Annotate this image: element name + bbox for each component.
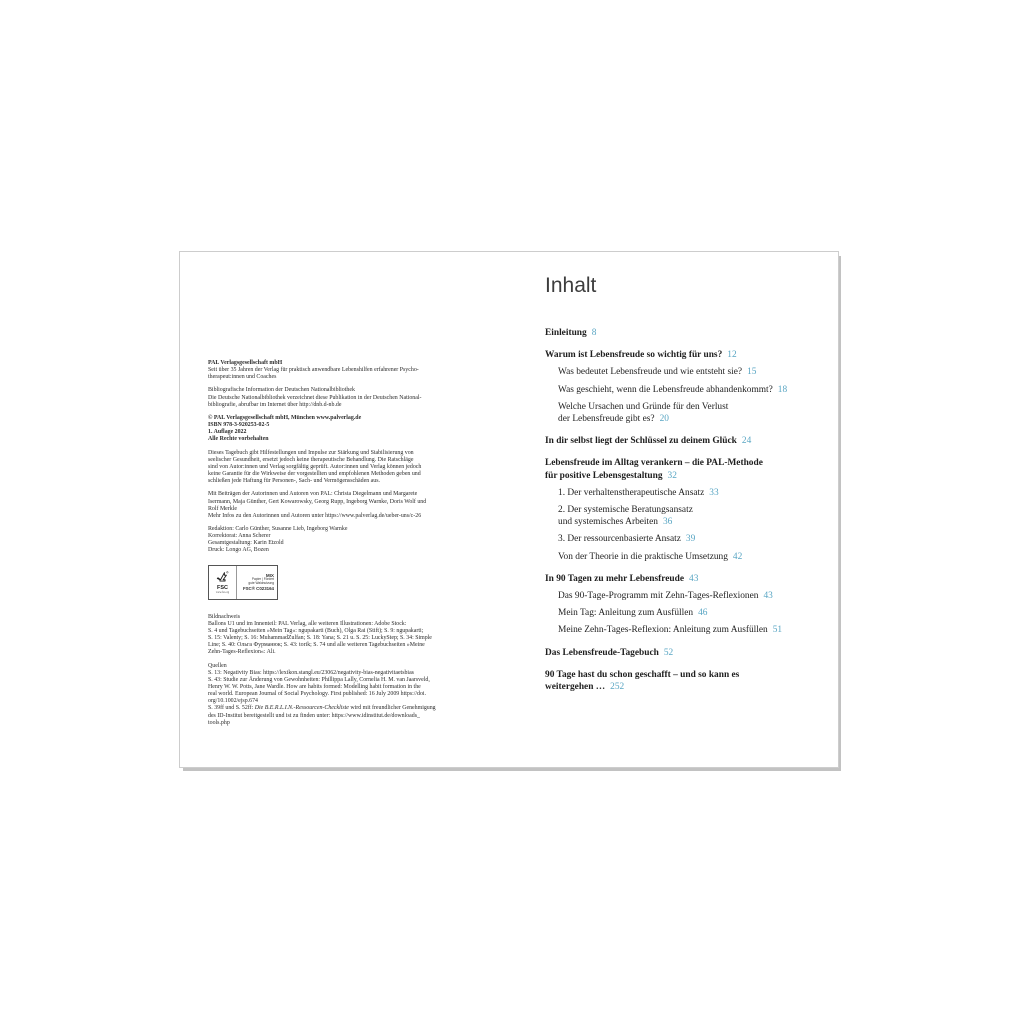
imprint-paragraph — [208, 415, 480, 444]
toc-entry — [545, 573, 811, 585]
toc-page-number: 20 — [659, 414, 669, 425]
toc-entry — [545, 384, 811, 396]
toc-entry — [545, 647, 811, 659]
toc-page-number: 43 — [689, 573, 699, 584]
imprint-paragraph — [208, 491, 480, 520]
toc-entry-label: In dir selbst liegt der Schlüssel zu deinem Glück — [545, 436, 737, 447]
toc-entry-label: Einleitung — [545, 328, 587, 338]
imprint-paragraph — [208, 614, 480, 657]
toc-entry — [545, 590, 811, 602]
imprint-text-segment: schließen jede Haftung für Personen-, Sach- und Vermögensschäden aus. — [208, 478, 380, 485]
toc-page-number: 52 — [663, 647, 674, 658]
toc-entry-label: und systemisches Arbeiten — [558, 517, 658, 528]
toc-page-number: 33 — [709, 487, 719, 498]
imprint-text-segment: Dieses Tagebuch gibt Hilfestellungen und Impulse zur Stärkung und Stabilisierung von — [208, 449, 414, 456]
toc-entry — [545, 401, 811, 425]
toc-page-number: 42 — [732, 551, 743, 562]
fsc-license-code: FSC® C023164 — [242, 585, 274, 591]
toc-entry — [545, 327, 811, 339]
imprint-paragraph — [208, 360, 480, 381]
imprint-text-segment: Redaktion: Carlo Günther, Susanne Lieb, Ingeborg Warnke — [208, 525, 348, 532]
toc-entry — [545, 487, 811, 499]
fsc-claim-line2: gute Waldnutzung — [248, 580, 274, 585]
toc-page-number: 43 — [763, 591, 773, 602]
toc-page-number: 15 — [747, 367, 757, 378]
toc-entry-label: 1. Der verhaltenstherapeutische Ansatz — [558, 487, 705, 498]
toc-page-number: 24 — [741, 436, 752, 447]
imprint-text-segment: Zehn-Tages-Reflexion«: Ali. — [208, 649, 276, 656]
imprint-text-segment: Korrektorat: Anna Scherer — [208, 533, 271, 540]
imprint-paragraph — [208, 526, 480, 555]
imprint-paragraph — [208, 663, 480, 727]
toc-entry-label: der Lebensfreude gibt es? — [558, 414, 655, 425]
toc-entry-label: Was bedeutet Lebensfreude und wie entsteht sie? — [558, 367, 743, 378]
imprint-text-segment: PAL Verlagsgesellschaft mbH — [208, 360, 283, 366]
imprint-paragraph — [208, 450, 480, 486]
imprint-text-segment: S. 43: Studie zur Änderung von Gewohnheiten: Phillippa Lally, Cornelia H. M. van Jaarsveld, — [208, 676, 430, 683]
imprint-text-segment: Henry W. W. Potts, Jane Wardle. How are habits formed: Modelling habit formation in the — [208, 684, 421, 690]
imprint-text-segment: ISBN 978-3-920253-02-5 — [208, 422, 270, 429]
toc-entry-label: Das Lebensfreude-Tagebuch — [545, 647, 659, 658]
imprint-text-segment: Alle Rechte vorbehalten — [208, 436, 269, 443]
fsc-logo — [209, 566, 237, 599]
imprint-text-segment: Quellen — [208, 662, 227, 669]
imprint-text-segment: Druck: Longo AG, Bozen — [208, 547, 269, 554]
fsc-label-text — [237, 566, 277, 599]
fsc-logo-word: FSC — [217, 584, 228, 591]
imprint-top-blocks — [208, 360, 480, 555]
toc-page-number: 8 — [591, 328, 597, 338]
imprint-text-segment: Isermann, Maja Günther, Gert Kowarowsky, Georg Rupp, Ingeborg Warnke, Doris Wolf und — [208, 498, 427, 505]
imprint-text-segment: © PAL Verlagsgesellschaft mbH, München www.palverlag.de — [208, 414, 362, 421]
toc-entry-label: 90 Tage hast du schon geschafft – und so kann es — [545, 669, 740, 680]
imprint-text-segment: therapeut:innen und Coaches — [208, 374, 277, 381]
imprint-text-segment: real world. European Journal of Social Psychology. First published: 16 July 2009 https://doi. — [208, 691, 427, 698]
imprint-text-segment: S. 13: Negativity Bias: https://lexikon.stangl.eu/23062/negativity-bias-negativitaetsbias — [208, 669, 414, 676]
imprint-text-segment: Mehr Infos zu den Autorinnen und Autoren unter https://www.palverlag.de/ueber-uns/c-26 — [208, 512, 422, 519]
imprint-text-segment: sind von Autor:innen und Verlag sorgfältig geprüft. Autor:innen und Verlag können jedoch — [208, 463, 422, 470]
imprint-text-segment: Ballons U1 und im Innenteil: PAL Verlag, alle weiteren Illustrationen: Adobe Stock: — [208, 620, 407, 627]
toc-entry — [545, 551, 811, 563]
imprint-paragraph — [208, 387, 480, 408]
toc-entry-label: weitergehen … — [545, 682, 606, 693]
toc-page-number: 51 — [772, 625, 783, 636]
toc-entry — [545, 533, 811, 545]
toc-entry-label: Lebensfreude im Alltag verankern – die PAL-Methode — [545, 458, 763, 469]
imprint-text-segment: S. 39ff und S. 52ff: — [208, 705, 255, 712]
toc-entry-label: Was geschieht, wenn die Lebensfreude abhandenkommt? — [558, 384, 773, 395]
imprint-text-segment: Die Deutsche Nationalbibliothek verzeichnet diese Publikation in der Deutschen National- — [208, 394, 422, 401]
fsc-tree-icon — [216, 570, 229, 586]
toc-entry — [545, 349, 811, 361]
fsc-claim-line1: Papier | Fördert — [251, 577, 274, 582]
toc-entry — [545, 366, 811, 378]
fsc-mix-text: MIX — [265, 573, 274, 579]
toc-entries — [545, 327, 811, 693]
toc-entry-label: Meine Zehn-Tages-Reflexion: Anleitung zum Ausfüllen — [558, 625, 768, 636]
imprint-text-segment: wird mit freundlicher Genehmigung — [348, 705, 436, 712]
toc-entry — [545, 607, 811, 619]
imprint-text-segment: des ID-Institut bereitgestellt und ist zu finden unter: https://www.idinstitut.de/downloads_ — [208, 712, 420, 719]
imprint-text-segment: Gesamtgestaltung: Karin Etzold — [208, 540, 284, 547]
toc-entry-label: 2. Der systemische Beratungsansatz — [558, 505, 693, 516]
toc-entry-label: für positive Lebensgestaltung — [545, 470, 663, 481]
toc-column — [545, 274, 811, 698]
fsc-label — [208, 565, 278, 600]
toc-entry-label: Welche Ursachen und Gründe für den Verlust — [558, 401, 729, 412]
book-page-spread — [180, 252, 838, 767]
toc-entry-label: Das 90-Tage-Programm mit Zehn-Tages-Reflexionen — [558, 591, 759, 602]
toc-page-number: 252 — [610, 682, 625, 693]
imprint-text-segment: 1. Auflage 2022 — [208, 429, 247, 436]
imprint-bottom-blocks — [208, 614, 480, 727]
toc-entry-label: Von der Theorie in die praktische Umsetzung — [558, 551, 728, 562]
imprint-text-segment: Line; S. 40: Ольга Фурманюк; S. 43: torik; S. 74 und alle weiteren Tagebuchseiten »Meine — [208, 642, 425, 649]
toc-page-number: 46 — [698, 608, 708, 619]
page-title: Inhalt — [545, 274, 597, 297]
imprint-text-segment: Bibliografische Information der Deutschen Nationalbibliothek — [208, 387, 355, 394]
imprint-text-segment: Mit Beiträgen der Autorinnen und Autoren von PAL: Christa Diegelmann und Margarete — [208, 491, 418, 498]
imprint-column — [208, 360, 480, 733]
imprint-text-segment: Bildnachweis — [208, 613, 241, 620]
toc-entry — [545, 624, 811, 636]
toc-entry-label: 3. Der ressourcenbasierte Ansatz — [558, 534, 681, 545]
imprint-text-segment: tools.php — [208, 719, 230, 726]
imprint-text-segment: Die B.E.R.L.I.N.-Ressourcen-Checkliste — [254, 705, 349, 712]
fsc-logo-url: www.fsc.org — [215, 591, 230, 595]
toc-page-number: 12 — [727, 350, 737, 361]
toc-entry-label: Mein Tag: Anleitung zum Ausfüllen — [558, 608, 694, 619]
imprint-text-segment: Rolf Merkle — [208, 505, 237, 512]
toc-entry-label: In 90 Tagen zu mehr Lebensfreude — [545, 573, 684, 584]
toc-entry-label: Warum ist Lebensfreude so wichtig für uns? — [545, 350, 723, 361]
imprint-text-segment: S. 15: Valenty; S. 16: MuhammadZulfan; S. 18: Yana; S. 21 u. S. 25: LuckyStep; S. 34: Simple — [208, 635, 432, 642]
toc-page-number: 18 — [777, 384, 788, 395]
imprint-text-segment: org/10.1002/ejsp.674 — [208, 698, 258, 705]
toc-page-number: 32 — [667, 470, 677, 481]
toc-entry — [545, 504, 811, 528]
imprint-text-segment: S. 4 und Tagebuchseiten »Mein Tag«: ngupakarti (Buch), Olga Rai (Stift); S. 9: ngupakarti; — [208, 627, 424, 634]
imprint-text-segment: Seit über 35 Jahren der Verlag für praktisch anwendbare Lebenshilfen erfahrener Psycho- — [208, 367, 419, 374]
imprint-text-segment: keine Garantie für die Wirkweise der vorgestellten und empfohlenen Methoden geben und — [208, 471, 421, 478]
toc-entry — [545, 457, 811, 481]
imprint-text-segment: bibliografie, abrufbar im Internet über http://dnb.d-nb.de — [208, 401, 342, 408]
toc-entry — [545, 435, 811, 447]
toc-page-number: 39 — [685, 534, 696, 545]
toc-entry — [545, 669, 811, 693]
imprint-text-segment: seelischer Gesundheit, ersetzt jedoch keine therapeutische Behandlung. Die Ratschläge — [208, 456, 414, 463]
toc-page-number: 36 — [662, 517, 673, 528]
